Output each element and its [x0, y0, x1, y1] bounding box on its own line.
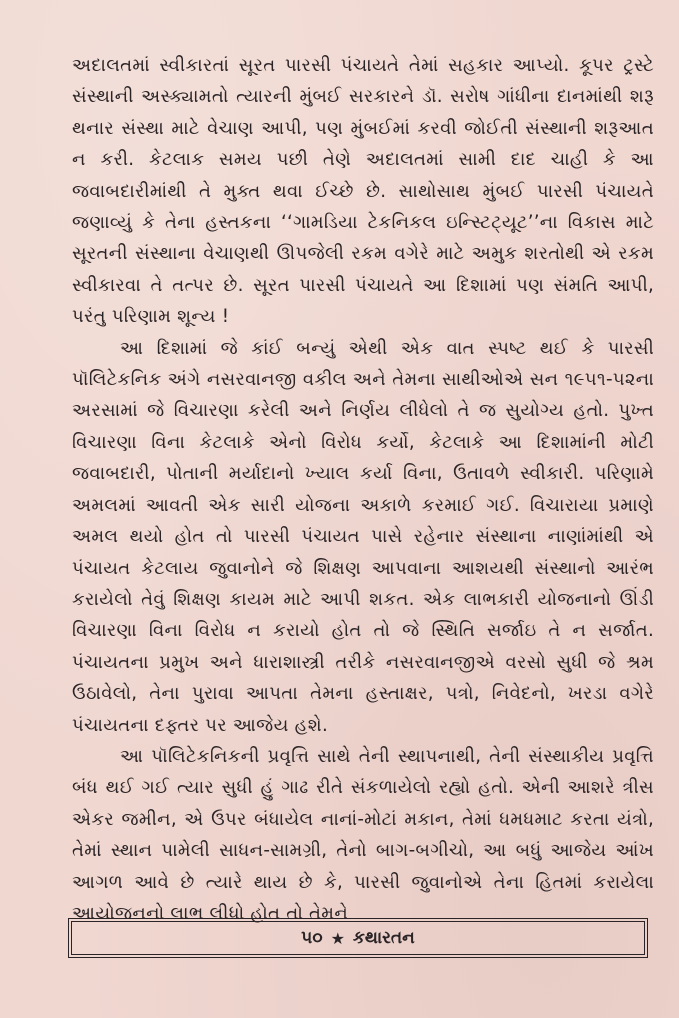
page-body [72, 50, 654, 929]
paragraph-2: આ દિશામાં જે કાંઈ બન્યું એથી એક વાત સ્પષ્ટ થઈ કે પારસી પૉલિટેકનિક અંગે નસરવાનજી વકીલ અને તેમના સાથીઓએ સન ૧૯૫૧-૫૨ના અરસામાં જે વિચારણા કરેલી અને નિર્ણય લીધેલો તે જ સુયોગ્ય હતો. પુખ્ત વિચારણા વિના કેટલાકે એનો વિરોધ કર્યો, કેટલાકે આ દિશામાંની મોટી જવાબદારી, પોતાની મર્યાદાનો ખ્યાલ કર્યા વિના, ઉતાવળે સ્વીકારી. પરિણામે અમલમાં આવતી એક સારી યોજના અકાળે કરમાઈ ગઈ. વિચારાયા પ્રમાણે અમલ થયો હોત તો પારસી પંચાયત પાસે રહેનાર સંસ્થાના નાણાંમાંથી એ પંચાયત કેટલાય જુવાનોને જે શિક્ષણ આપવાના આશયથી સંસ્થાનો આરંભ કરાયેલો તેવું શિક્ષણ કાયમ માટે આપી શકત. એક લાભકારી યોજનાનો ઊંડી વિચારણા વિના વિરોધ ન કરાયો હોત તો જે સ્થિતિ સર્જાઇ તે ન સર્જાત. પંચાયતના પ્રમુખ અને ધારાશાસ્ત્રી તરીકે નસરવાનજીએ વરસો સુધી જે શ્રમ ઉઠાવેલો, તેના પુરાવા આપતા તેમના હસ્તાક્ષર, પત્રો, નિવેદનો, ખરડા વગેરે પંચાયતના દફ્તર પર આજેય હશે. [72, 337, 654, 736]
paragraph-1: અદાલતમાં સ્વીકારતાં સૂરત પારસી પંચાયતે તેમાં સહકાર આપ્યો. કૂપર ટ્રસ્ટે સંસ્થાની અસ્ક્યામતો ત્યારની મુંબઈ સરકારને ડૉ. સરોષ ગાંધીના દાનમાંથી શરૂ થનાર સંસ્થા માટે વેચાણ આપી, પણ મુંબઈમાં કરવી જોઈતી સંસ્થાની શરૂઆત ન કરી. કેટલાક સમય પછી તેણે અદાલતમાં સામી દાદ ચાહી કે આ જવાબદારીમાંથી તે મુક્ત થવા ઈચ્છે છે. સાથોસાથ મુંબઈ પારસી પંચાયતે જણાવ્યું કે તેના હસ્તકના ‘‘ગામડિયા ટેકનિકલ ઇન્સ્ટિટ્યૂટ’’ના વિકાસ માટે સૂરતની સંસ્થાના વેચાણથી ઊપજેલી રકમ વગેરે માટે અમુક શરતોથી એ રકમ સ્વીકારવા તે તત્પર છે. સૂરત પારસી પંચાયતે આ દિશામાં પણ સંમતિ આપી, પરંતુ પરિણામ શૂન્ય ! [72, 55, 654, 328]
book-title: કથારતન [352, 928, 415, 948]
star-icon: ★ [330, 928, 345, 948]
paragraph-3: આ પૉલિટેકનિકની પ્રવૃત્તિ સાથે તેની સ્થાપનાથી, તેની સંસ્થાકીય પ્રવૃત્તિ બંધ થઈ ગઈ ત્યાર સુધી હું ગાઢ રીતે સંકળાયેલો રહ્યો હતો. એની આશરે ત્રીસ એકર જમીન, એ ઉપર બંધાયેલ નાનાં-મોટાં મકાન, તેમાં ધમધમાટ કરતા યંત્રો, તેમાં સ્થાન પામેલી સાધન-સામગ્રી, તેનો બાગ-બગીચો, આ બધું આજેય આંખ આગળ આવે છે ત્યારે થાય છે કે, પારસી જુવાનોએ તેના હિતમાં કરાયેલા આયોજનનો લાભ લીધો હોત તો તેમને [72, 745, 654, 924]
page-footer [68, 918, 648, 958]
page-number: ૫૦ [301, 928, 323, 948]
page-footer-inner [71, 921, 645, 955]
